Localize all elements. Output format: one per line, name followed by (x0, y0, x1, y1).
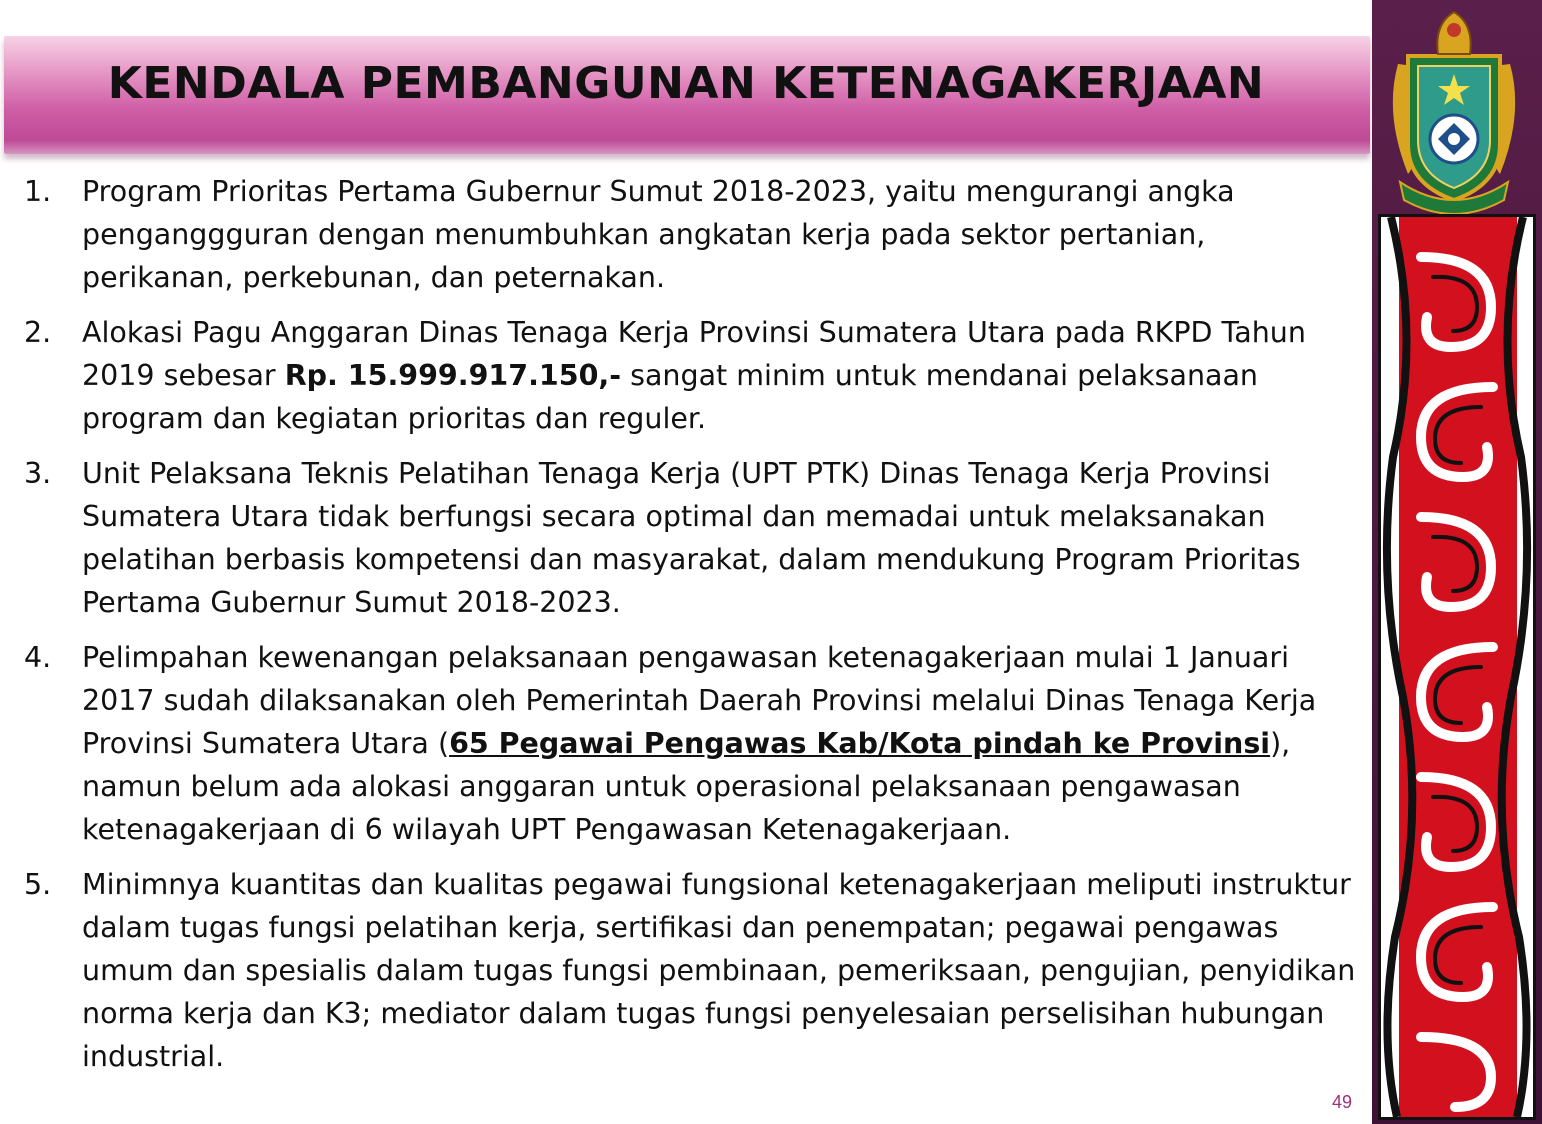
list-item-text-after: sangat minim untuk mendanai pelaksanaan program dan kegiatan prioritas dan reguler. (82, 359, 1258, 435)
list-item (24, 863, 1364, 1078)
list-item-number: 3. (24, 457, 52, 490)
list-item-text: Unit Pelaksana Teknis Pelatihan Tenaga Kerja (UPT PTK) Dinas Tenaga Kerja Provinsi Sumatera Utara tidak berfungsi secara optimal dan memadai untuk melaksanakan pelatihan berbasis kompetensi dan masyarakat, dalam mendukung Program Prioritas Pertama Gubernur Sumut 2018-2023. (82, 457, 1301, 619)
list-item-number: 5. (24, 868, 52, 901)
list-item-number: 4. (24, 641, 52, 674)
batak-gorga-ornament-icon (1378, 214, 1536, 1120)
list-item-number: 2. (24, 316, 52, 349)
list-item-number: 1. (24, 175, 52, 208)
list-item (24, 170, 1364, 299)
list-item (24, 636, 1364, 851)
list-item-text: Minimnya kuantitas dan kualitas pegawai fungsional ketenagakerjaan meliputi instruktur dalam tugas fungsi pelatihan kerja, sertifikasi dan penempatan; pegawai pengawas umum dan spesialis dalam tugas fungsi pembinaan, pemeriksaan, pengujian, penyidikan norma kerja dan K3; mediator dalam tugas fungsi penyelesaian perselisihan hubungan industrial. (82, 868, 1356, 1073)
page-number: 49 (1332, 1092, 1353, 1112)
list-item (24, 452, 1364, 624)
sumatera-utara-emblem-icon (1378, 4, 1530, 214)
list-item (24, 311, 1364, 440)
list-item-text-before: Alokasi Pagu Anggaran Dinas Tenaga Kerja Provinsi Sumatera Utara pada RKPD Tahun 2019 sebesar (82, 316, 1306, 392)
highlighted-note: 65 Pegawai Pengawas Kab/Kota pindah ke Provinsi (449, 727, 1271, 760)
budget-amount: Rp. 15.999.917.150,- (284, 359, 622, 392)
list-item-text-after: ), namun belum ada alokasi anggaran untuk operasional pelaksanaan pengawasan ketenagakerjaan di 6 wilayah UPT Pengawasan Ketenagakerjaan. (82, 727, 1291, 846)
list-item-text-before: Pelimpahan kewenangan pelaksanaan pengawasan ketenagakerjaan mulai 1 Januari 2017 sudah dilaksanakan oleh Pemerintah Daerah Provinsi melalui Dinas Tenaga Kerja Provinsi Sumatera Utara ( (82, 641, 1317, 760)
slide-title: KENDALA PEMBANGUNAN KETENAGAKERJAAN (107, 58, 1265, 109)
obstacle-list (24, 170, 1364, 1090)
list-item-text: Program Prioritas Pertama Gubernur Sumut 2018-2023, yaitu mengurangi angka penganggguran dengan menumbuhkan angkatan kerja pada sektor pertanian, perikanan, perkebunan, dan peternakan. (82, 175, 1235, 294)
